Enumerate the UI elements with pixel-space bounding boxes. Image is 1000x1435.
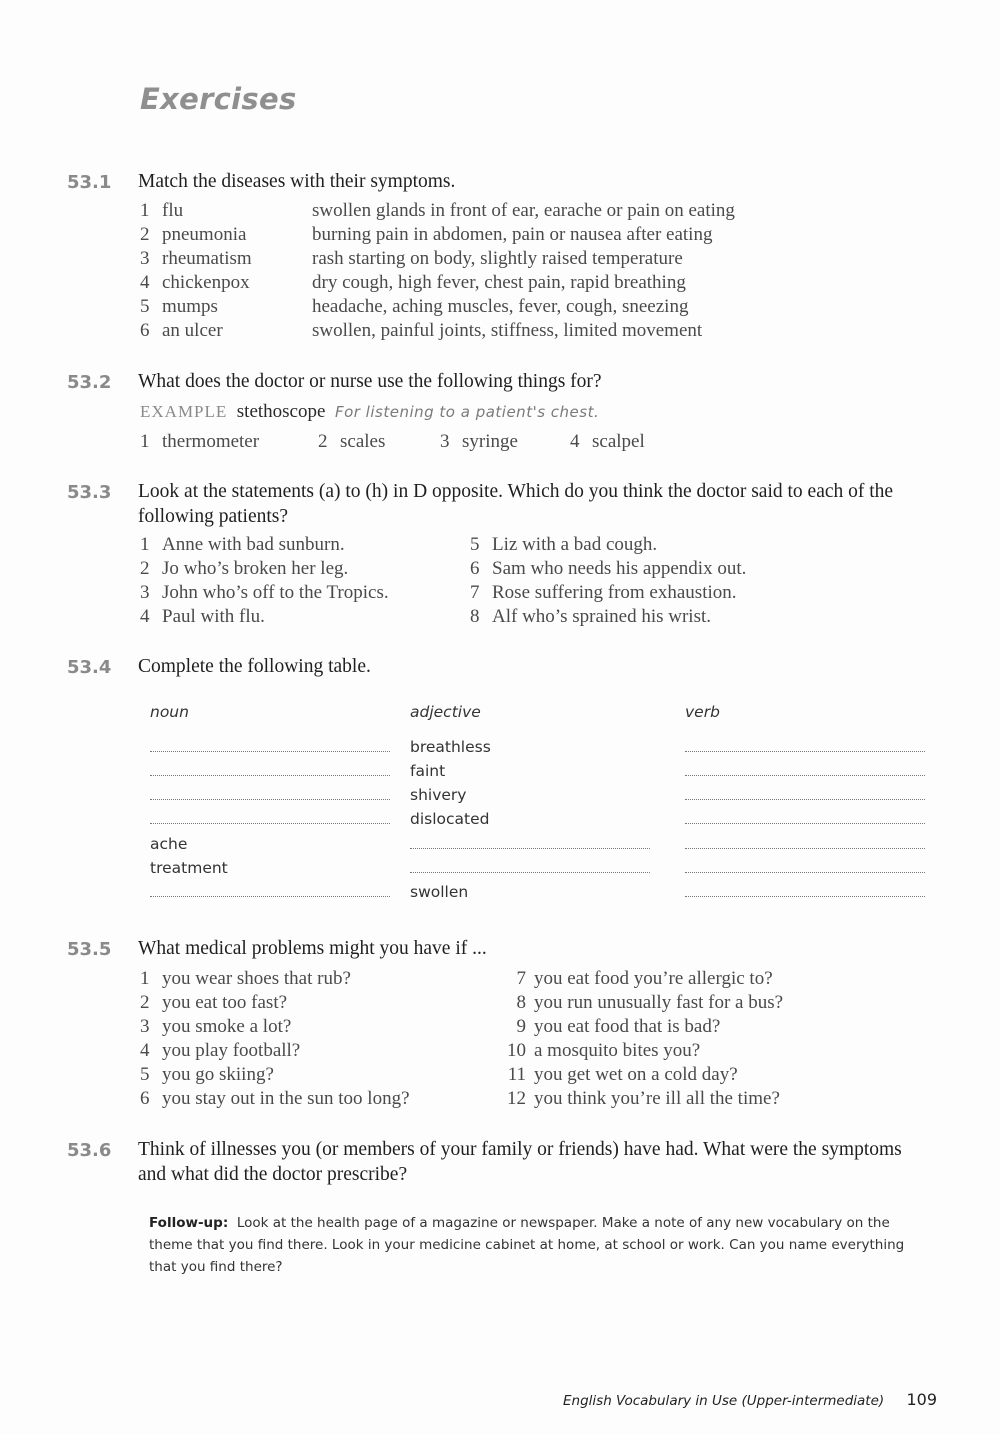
exercise-number: 53.5 (67, 939, 112, 960)
symptom-item: swollen, painful joints, stiffness, limited movement (312, 320, 703, 341)
noun-blank[interactable] (150, 896, 390, 897)
list-item: 10 a mosquito bites you? (507, 1040, 701, 1061)
exercise-number: 53.3 (67, 482, 112, 503)
list-item: 6 Sam who needs his appendix out. (470, 558, 747, 579)
column-header-adjective: adjective (410, 703, 481, 721)
follow-up-box (149, 1212, 919, 1278)
list-item: 3 syringe (440, 431, 518, 452)
list-item: 1 Anne with bad sunburn. (140, 534, 345, 555)
adjective-blank[interactable] (410, 872, 650, 873)
list-item: 2 you eat too fast? (140, 992, 288, 1013)
symptom-item: swollen glands in front of ear, earache or pain on eating (312, 200, 735, 221)
list-item: 9 you eat food that is bad? (516, 1016, 721, 1037)
noun-cell: ache (150, 835, 188, 853)
page-title: Exercises (140, 82, 297, 116)
exercise-question: Think of illnesses you (or members of your family or friends) have had. What were the symptoms and what did the doctor prescribe? (138, 1139, 902, 1185)
follow-up-label: Follow-up: (149, 1215, 229, 1231)
verb-blank[interactable] (685, 775, 925, 776)
list-item: 2 scales (318, 431, 386, 452)
exercise-question: Look at the statements (a) to (h) in D opposite. Which do you think the doctor said to each of the following patients? (138, 481, 894, 527)
list-item: 1 flu (140, 200, 184, 221)
list-item: 7 you eat food you’re allergic to? (516, 968, 773, 989)
verb-blank[interactable] (685, 848, 925, 849)
list-item: 5 Liz with a bad cough. (470, 534, 658, 555)
list-item: 1 you wear shoes that rub? (140, 968, 351, 989)
exercise-number: 53.6 (67, 1140, 112, 1161)
verb-blank[interactable] (685, 799, 925, 800)
list-item: 4 you play football? (140, 1040, 301, 1061)
exercise-question: What does the doctor or nurse use the following things for? (138, 371, 602, 392)
exercise-question: Match the diseases with their symptoms. (138, 171, 456, 192)
exercise-question: What medical problems might you have if ... (138, 938, 487, 959)
list-item: 4 Paul with flu. (140, 606, 265, 627)
example-label: EXAMPLE (140, 402, 228, 421)
adjective-cell: swollen (410, 883, 469, 901)
list-item: 3 rheumatism (140, 248, 252, 269)
list-item: 6 you stay out in the sun too long? (140, 1088, 410, 1109)
exercise-number: 53.4 (67, 657, 112, 678)
list-item: 7 Rose suffering from exhaustion. (470, 582, 737, 603)
symptom-item: headache, aching muscles, fever, cough, sneezing (312, 296, 689, 317)
verb-blank[interactable] (685, 896, 925, 897)
list-item: 2 Jo who’s broken her leg. (140, 558, 349, 579)
page-number: 109 (906, 1390, 938, 1409)
page-footer (563, 1390, 937, 1409)
list-item: 5 you go skiing? (140, 1064, 274, 1085)
symptom-item: rash starting on body, slightly raised temperature (312, 248, 683, 269)
list-item: 5 mumps (140, 296, 218, 317)
example-line (140, 401, 599, 423)
adjective-cell: breathless (410, 738, 491, 756)
exercise-number: 53.2 (67, 372, 112, 393)
example-word: stethoscope (236, 401, 326, 422)
noun-cell: treatment (150, 859, 228, 877)
symptom-item: burning pain in abdomen, pain or nausea after eating (312, 224, 713, 245)
list-item: 8 Alf who’s sprained his wrist. (470, 606, 712, 627)
list-item: 8 you run unusually fast for a bus? (516, 992, 784, 1013)
example-answer: For listening to a patient's chest. (334, 403, 600, 421)
verb-blank[interactable] (685, 823, 925, 824)
exercise-question: Complete the following table. (138, 656, 371, 677)
noun-blank[interactable] (150, 799, 390, 800)
book-title: English Vocabulary in Use (Upper-intermediate) (563, 1393, 885, 1409)
noun-blank[interactable] (150, 775, 390, 776)
noun-blank[interactable] (150, 823, 390, 824)
adjective-cell: faint (410, 762, 446, 780)
list-item: 2 pneumonia (140, 224, 247, 245)
list-item: 1 thermometer (140, 431, 260, 452)
adjective-cell: dislocated (410, 810, 490, 828)
symptom-item: dry cough, high fever, chest pain, rapid breathing (312, 272, 686, 293)
list-item: 3 John who’s off to the Tropics. (140, 582, 389, 603)
list-item: 12 you think you’re ill all the time? (507, 1088, 780, 1109)
column-header-noun: noun (150, 703, 189, 721)
list-item: 4 scalpel (570, 431, 645, 452)
list-item: 11 you get wet on a cold day? (507, 1064, 738, 1085)
list-item: 3 you smoke a lot? (140, 1016, 292, 1037)
verb-blank[interactable] (685, 872, 925, 873)
adjective-cell: shivery (410, 786, 467, 804)
list-item: 4 chickenpox (140, 272, 250, 293)
adjective-blank[interactable] (410, 848, 650, 849)
verb-blank[interactable] (685, 751, 925, 752)
noun-blank[interactable] (150, 751, 390, 752)
follow-up-text: Look at the health page of a magazine or newspaper. Make a note of any new vocabulary on the theme that you find there. Look in your medicine cabinet at home, at school or work. Can you name everything that you find there? (149, 1215, 905, 1275)
exercise-number: 53.1 (67, 172, 112, 193)
list-item: 6 an ulcer (140, 320, 223, 341)
column-header-verb: verb (685, 703, 720, 721)
